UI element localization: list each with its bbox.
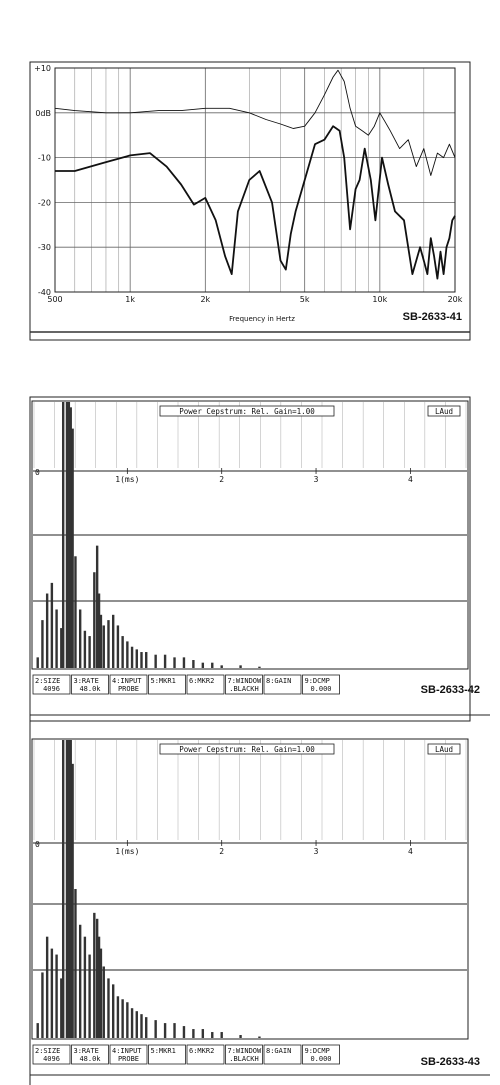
- cepstrum-bar: [258, 1037, 260, 1038]
- zero-label: 0: [35, 468, 40, 477]
- softkey-value[interactable]: PROBE: [117, 685, 140, 693]
- figure-id-label: SB-2633-42: [420, 684, 480, 696]
- softkey-label[interactable]: 6:MKR2: [189, 677, 215, 685]
- softkey-7[interactable]: [226, 1045, 263, 1064]
- softkey-value[interactable]: 48.0k: [79, 1055, 101, 1063]
- cepstrum-bar: [202, 1029, 204, 1038]
- cepstrum-bar: [121, 999, 123, 1038]
- power-cepstrum-chart-2: [0, 705, 500, 1085]
- softkey-value[interactable]: .BLACKH: [229, 685, 259, 693]
- cepstrum-bar: [37, 1023, 39, 1038]
- cepstrum-bar: [239, 1035, 241, 1038]
- cepstrum-bar: [103, 625, 105, 668]
- y-tick-label: +10: [34, 64, 51, 73]
- cepstrum-bar: [173, 657, 175, 668]
- cepstrum-bar: [46, 937, 48, 1038]
- softkey-8[interactable]: [264, 675, 301, 694]
- cepstrum-bar: [37, 657, 39, 668]
- cepstrum-bar: [183, 657, 185, 668]
- softkey-2[interactable]: [33, 675, 70, 694]
- softkey-label[interactable]: 7:WINDOW: [227, 1047, 262, 1055]
- cepstrum-bar: [100, 615, 102, 668]
- softkey-value[interactable]: 4096: [43, 685, 60, 693]
- softkey-label[interactable]: 9:DCMP: [304, 1047, 330, 1055]
- cepstrum-bar: [55, 609, 57, 668]
- cepstrum-bar: [183, 1026, 185, 1038]
- zero-label: 0: [35, 840, 40, 849]
- power-cepstrum-figure-2: [0, 705, 500, 1085]
- softkey-label[interactable]: 3:RATE: [73, 677, 99, 685]
- softkey-8[interactable]: [264, 1045, 301, 1064]
- softkey-label[interactable]: 8:GAIN: [266, 1047, 292, 1055]
- softkey-label[interactable]: 6:MKR2: [189, 1047, 215, 1055]
- cepstrum-bar: [117, 996, 119, 1038]
- cepstrum-bar: [220, 665, 222, 668]
- power-cepstrum-chart-1: [0, 345, 500, 705]
- y-tick-label: -30: [37, 243, 51, 253]
- x-tick-label: 20k: [447, 295, 463, 304]
- y-tick-label: -40: [37, 288, 51, 297]
- softkey-label[interactable]: 4:INPUT: [112, 1047, 142, 1055]
- cepstrum-bar: [62, 740, 64, 1038]
- cepstrum-bar: [79, 609, 81, 668]
- figure-frame: [30, 62, 470, 340]
- softkey-label[interactable]: 5:MKR1: [150, 1047, 176, 1055]
- softkey-3[interactable]: [72, 675, 109, 694]
- x-tick-label: 500: [47, 295, 63, 304]
- softkey-9[interactable]: [303, 675, 340, 694]
- cepstrum-bar: [46, 594, 48, 668]
- softkey-label[interactable]: 8:GAIN: [266, 677, 292, 685]
- softkey-4[interactable]: [110, 675, 147, 694]
- cepstrum-bar: [71, 429, 73, 668]
- x-tick-label: 4: [407, 847, 413, 856]
- cepstrum-bar: [62, 402, 64, 668]
- cepstrum-bar: [140, 1014, 142, 1038]
- cepstrum-bar: [258, 667, 260, 668]
- softkey-value[interactable]: 4096: [43, 1055, 60, 1063]
- cepstrum-bar: [173, 1023, 175, 1038]
- x-axis-label: Frequency in Hertz: [229, 315, 295, 323]
- cepstrum-bar: [145, 652, 147, 668]
- cepstrum-bar: [88, 955, 90, 1038]
- cepstrum-bar: [136, 1011, 138, 1038]
- x-tick-label: 1(ms): [115, 475, 140, 484]
- softkey-label[interactable]: 2:SIZE: [35, 677, 61, 685]
- cepstrum-bar: [74, 889, 76, 1038]
- cepstrum-bar: [154, 655, 156, 668]
- x-tick-label: 4: [407, 475, 413, 484]
- cepstrum-bar: [126, 1002, 128, 1038]
- cepstrum-bar: [93, 572, 95, 668]
- softkey-7[interactable]: [226, 675, 263, 694]
- cepstrum-bar: [136, 649, 138, 668]
- softkey-9[interactable]: [303, 1045, 340, 1064]
- cepstrum-bar: [55, 955, 57, 1038]
- cepstrum-bar: [164, 655, 166, 668]
- softkey-value[interactable]: 48.0k: [79, 685, 101, 693]
- cepstrum-bar: [51, 949, 53, 1038]
- cepstrum-bar: [112, 984, 114, 1038]
- cepstrum-bar: [145, 1017, 147, 1038]
- power-cepstrum-figure-1: [0, 345, 500, 705]
- channel-badge: LAud: [434, 745, 454, 754]
- cepstrum-bar: [51, 583, 53, 668]
- cepstrum-bar: [74, 556, 76, 668]
- softkey-4[interactable]: [110, 1045, 147, 1064]
- y-tick-label: -10: [37, 153, 51, 163]
- cepstrum-bar: [131, 1008, 133, 1038]
- cepstrum-bar: [100, 949, 102, 1038]
- cepstrum-bar: [211, 663, 213, 668]
- x-tick-label: 1k: [125, 295, 136, 304]
- cepstrum-bar: [93, 913, 95, 1038]
- figure-id-label: SB-2633-43: [420, 1056, 480, 1068]
- x-tick-label: 2k: [200, 295, 211, 304]
- cepstrum-bar: [239, 665, 241, 668]
- cepstrum-bar: [192, 660, 194, 668]
- softkey-6[interactable]: [187, 1045, 224, 1064]
- cepstrum-bar: [202, 663, 204, 668]
- chart-title: Power Cepstrum: Rel. Gain=1.00: [179, 407, 315, 416]
- softkey-value[interactable]: .BLACKH: [229, 1055, 259, 1063]
- figure-id-label: SB-2633-41: [402, 311, 462, 323]
- cepstrum-bar: [107, 620, 109, 668]
- cepstrum-bar: [84, 937, 86, 1038]
- y-tick-label: 0dB: [35, 108, 51, 118]
- cepstrum-bar: [79, 925, 81, 1038]
- cepstrum-bar: [103, 966, 105, 1038]
- y-tick-label: -20: [37, 198, 51, 208]
- softkey-3[interactable]: [72, 1045, 109, 1064]
- cepstrum-bar: [41, 972, 43, 1038]
- softkey-value[interactable]: 0.000: [310, 685, 332, 693]
- cepstrum-bar: [126, 641, 128, 668]
- softkey-label[interactable]: 9:DCMP: [304, 677, 330, 685]
- cepstrum-bar: [84, 631, 86, 668]
- softkey-value[interactable]: 0.000: [310, 1055, 332, 1063]
- x-tick-label: 3: [313, 847, 319, 856]
- cepstrum-bar: [164, 1023, 166, 1038]
- cepstrum-bar: [131, 647, 133, 668]
- cepstrum-bar: [140, 652, 142, 668]
- channel-badge: LAud: [434, 407, 454, 416]
- x-tick-label: 5k: [299, 295, 310, 304]
- softkey-label[interactable]: 7:WINDOW: [227, 677, 262, 685]
- cepstrum-bar: [211, 1032, 213, 1038]
- softkey-label[interactable]: 4:INPUT: [112, 677, 142, 685]
- softkey-label[interactable]: 5:MKR1: [150, 677, 176, 685]
- cepstrum-bar: [121, 636, 123, 668]
- x-tick-label: 3: [313, 475, 319, 484]
- x-tick-label: 2: [219, 475, 225, 484]
- softkey-value[interactable]: PROBE: [117, 1055, 140, 1063]
- frequency-response-figure: [0, 0, 500, 340]
- softkey-6[interactable]: [187, 675, 224, 694]
- softkey-2[interactable]: [33, 1045, 70, 1064]
- x-tick-label: 10k: [372, 295, 388, 304]
- x-tick-label: 2: [219, 847, 225, 856]
- x-tick-label: 1(ms): [115, 847, 140, 856]
- softkey-5[interactable]: [149, 1045, 186, 1064]
- softkey-5[interactable]: [149, 675, 186, 694]
- cepstrum-bar: [107, 978, 109, 1038]
- frequency-response-chart: [0, 0, 500, 340]
- softkey-label[interactable]: 2:SIZE: [35, 1047, 61, 1055]
- plot-area-border: [55, 68, 455, 292]
- cepstrum-bar: [71, 764, 73, 1038]
- chart-title: Power Cepstrum: Rel. Gain=1.00: [179, 745, 315, 754]
- cepstrum-bar: [41, 620, 43, 668]
- cepstrum-bar: [112, 615, 114, 668]
- cepstrum-bar: [220, 1032, 222, 1038]
- cepstrum-bar: [88, 636, 90, 668]
- cepstrum-bar: [154, 1020, 156, 1038]
- cepstrum-bar: [192, 1029, 194, 1038]
- softkey-label[interactable]: 3:RATE: [73, 1047, 99, 1055]
- cepstrum-bar: [117, 625, 119, 668]
